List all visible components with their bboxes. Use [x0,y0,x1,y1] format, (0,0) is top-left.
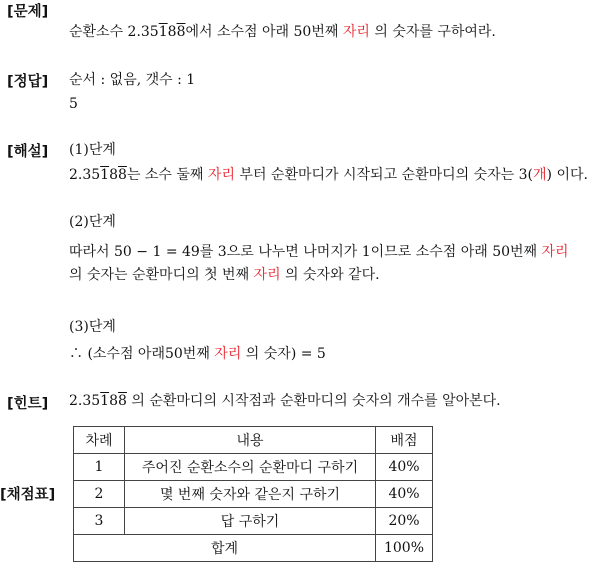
step3-text [69,345,326,363]
problem-text-part: 에서 소수점 아래 50번째 [185,24,343,40]
problem-text-part: 순환소수 2.35 [69,24,159,40]
step3-text-part: 의 숫자) = 5 [241,346,326,362]
table-row [74,508,433,535]
row-order: 2 [74,481,125,508]
step1-text-part: ) 이다. [546,167,588,183]
row-content: 답 구하기 [125,508,376,535]
step3-text-part: ∴ (소수점 아래50번째 [69,346,215,362]
highlight-word: 자리 [253,267,281,283]
row-order: 1 [74,454,125,481]
repeating-digit: 1 [158,24,168,40]
row-order: 3 [74,508,125,535]
step2-title: (2)단계 [69,214,116,230]
row-points: 40% [376,481,433,508]
table-total-row [74,535,433,562]
repeating-digit: 8 [118,167,127,183]
total-label: 합계 [74,535,376,562]
problem-text [69,23,496,41]
step1-text-part: 2.35 [69,167,101,183]
answer-line-2: 5 [69,96,78,112]
repeating-digit: 8 [176,24,186,40]
grading-label: [채점표] [0,487,56,503]
hint-text [69,392,501,410]
hint-text-part: 8 [109,393,119,409]
row-content: 주어진 순환소수의 순환마디 구하기 [125,454,376,481]
row-points: 20% [376,508,433,535]
step1-text-part: 는 소수 둘째 [126,167,208,183]
repeating-digit: 8 [118,393,127,409]
step2-text-part: 따라서 50 − 1 = 49를 3으로 나누면 나머지가 1이므로 소수점 아래 50번째 [69,244,542,260]
step1-text-part: 부터 순환마디가 시작되고 순환마디의 숫자는 3( [234,167,534,183]
table-row [74,481,433,508]
explanation-label: [해설] [7,144,49,160]
row-points: 40% [376,454,433,481]
hint-label: [힌트] [7,396,49,412]
grading-table [73,426,433,562]
problem-text-part: 의 숫자를 구하여라. [369,24,496,40]
header-content: 내용 [125,427,376,454]
repeating-digit: 1 [100,393,110,409]
step1-title: (1)단계 [69,142,116,158]
highlight-word: 자리 [541,244,569,260]
repeating-digit: 1 [100,167,110,183]
highlight-word: 자리 [342,24,370,40]
highlight-word: 자리 [207,167,235,183]
step2-line-2 [69,266,380,284]
problem-text-part: 8 [167,24,177,40]
header-order: 차례 [74,427,125,454]
answer-line-1: 순서 : 없음, 갯수 : 1 [69,72,196,88]
table-row [74,454,433,481]
step1-text-part: 8 [109,167,119,183]
hint-text-part: 2.35 [69,393,101,409]
header-points: 배점 [376,427,433,454]
table-header-row [74,427,433,454]
step3-title: (3)단계 [69,319,116,335]
hint-text-part: 의 순환마디의 시작점과 순환마디의 숫자의 개수를 알아본다. [126,393,501,409]
step2-text-part: 의 숫자는 순환마디의 첫 번째 [69,267,254,283]
step2-line-1 [69,243,569,261]
problem-label: [문제] [7,4,49,20]
highlight-word: 개 [533,167,547,183]
step2-text-part: 의 숫자와 같다. [280,267,380,283]
highlight-word: 자리 [214,346,242,362]
answer-label: [정답] [7,74,49,90]
step1-text [69,166,588,184]
total-value: 100% [376,535,433,562]
row-content: 몇 번째 숫자와 같은지 구하기 [125,481,376,508]
